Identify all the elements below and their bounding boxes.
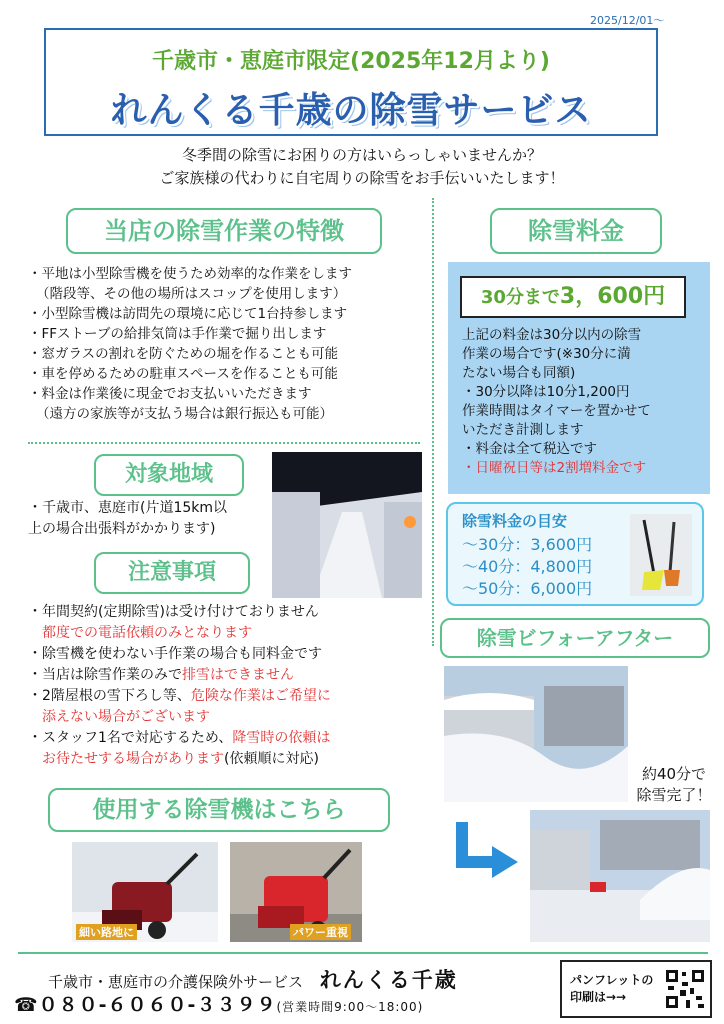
area-photo: [272, 452, 422, 598]
area-line-1: ・千歳市、恵庭市(片道15km以: [28, 500, 228, 516]
area-heading: 対象地域: [94, 454, 244, 496]
before-snow-image: [444, 666, 628, 802]
header-subtitle: 千歳市・恵庭市限定(2025年12月より): [152, 49, 550, 74]
note-text: ・2階屋根の雪下ろし等、: [28, 688, 191, 704]
note-text: (依頼順に対応): [224, 751, 319, 767]
list-item: [28, 749, 331, 770]
small-machine-label: 細い路地に: [76, 924, 137, 940]
price-guide-list: [462, 534, 592, 600]
pamphlet-line-2: 印刷は→→: [570, 990, 627, 1004]
large-machine-label: パワー重視: [290, 924, 351, 940]
service-text: 千歳市・恵庭市の介護保険外サービス: [48, 973, 304, 991]
pamphlet-box: [560, 960, 712, 1018]
after-snow-image: [530, 810, 710, 942]
list-item: ～40分：4,800円: [462, 557, 593, 576]
column-divider: [432, 198, 434, 646]
small-machine-photo: [72, 842, 218, 942]
features-list: [28, 264, 352, 424]
beforeafter-caption: [636, 764, 712, 806]
issue-date: 2025/12/01～: [590, 14, 665, 27]
section-divider: [28, 442, 420, 444]
pamphlet-line-1: パンフレットの: [570, 973, 654, 987]
pricing-line: 作業の場合です(※30分に満: [462, 346, 631, 362]
snow-road-night-image: [272, 452, 422, 598]
qr-code-graphic: [664, 968, 706, 1010]
list-item: ・小型除雪機は訪問先の環境に応じて1台持参します: [28, 306, 348, 322]
intro-text: [0, 144, 724, 190]
pricing-line: 上記の料金は30分以内の除雪: [462, 327, 642, 343]
brand-name: れんくる千歳: [319, 968, 458, 992]
pricing-line: いただき計測します: [462, 422, 584, 438]
list-item: ～30分：3,600円: [462, 535, 593, 554]
list-item: ・FFストーブの給排気筒は手作業で掘り出します: [28, 326, 327, 342]
qr-code-icon[interactable]: [664, 968, 706, 1010]
list-item: ～50分：6,000円: [462, 579, 593, 598]
pamphlet-text: [570, 972, 653, 1006]
area-line-2: 上の場合出張料がかかります): [28, 521, 216, 537]
list-item: ・車を停めるための駐車スペースを作ることも可能: [28, 366, 338, 382]
beforeafter-heading: 除雪ビフォーアフター: [440, 618, 710, 658]
phone-number[interactable]: ☎０８０-６０６０-３３９９: [14, 994, 277, 1016]
list-item: （遠方の家族等が支払う場合は銀行振込も可能）: [36, 406, 333, 422]
list-item: 添えない場合がございます: [42, 709, 210, 725]
note-text: ・当店は除雪作業のみで: [28, 667, 182, 683]
list-item: [28, 665, 331, 686]
list-item: ・平地は小型除雪機を使うため効率的な作業をします: [28, 266, 352, 282]
list-item: ・窓ガラスの割れを防ぐための堀を作ることも可能: [28, 346, 339, 362]
note-text-red: 降雪時の依頼は: [232, 730, 331, 746]
note-text: ・スタッフ1名で対応するため、: [28, 730, 233, 746]
title-box: [44, 28, 658, 136]
list-item: ・除雪機を使わない手作業の場合も同料金です: [28, 646, 322, 662]
list-item: ・料金は作業後に現金でお支払いいただきます: [28, 386, 312, 402]
holiday-note: ・日曜祝日等は2割増料金です: [462, 460, 647, 476]
page-title: れんくる千歳の除雪サービス: [110, 90, 592, 131]
turn-right-arrow-icon: [452, 818, 522, 888]
footer-phone: [14, 990, 423, 1017]
list-item: [28, 686, 331, 707]
after-photo: [530, 810, 710, 942]
area-text: [28, 498, 227, 540]
pricing-line: ・30分以降は10分1,200円: [462, 384, 630, 400]
intro-line-1: 冬季間の除雪にお困りの方はいらっしゃいませんか？: [181, 146, 542, 164]
machines-heading: 使用する除雪機はこちら: [48, 788, 390, 832]
list-item: ・年間契約(定期除雪)は受け付けておりません: [28, 604, 319, 620]
note-text-red: お待たせする場合があります: [42, 751, 224, 767]
price-unit: 30分まで: [480, 287, 560, 308]
price-guide-heading: 除雪料金の目安: [462, 512, 568, 530]
list-item: [28, 728, 331, 749]
pricing-line: 作業時間はタイマーを置かせて: [462, 403, 651, 419]
pricing-line: たない場合も同額): [462, 365, 576, 381]
caption-line-1: 約40分で: [641, 765, 707, 783]
note-text-red: 排雪はできません: [182, 667, 294, 683]
price-main: [460, 276, 686, 318]
arrow-icon: [452, 818, 522, 888]
features-heading: 当店の除雪作業の特徴: [66, 208, 382, 254]
notes-list: [28, 602, 331, 770]
price-guide-box: [446, 502, 704, 606]
snow-shovel-image: [630, 514, 692, 596]
footer-divider: [18, 952, 708, 954]
pricing-details: [462, 326, 706, 478]
notes-heading: 注意事項: [94, 552, 250, 594]
intro-line-2: ご家族様の代わりに自宅周りの除雪をお手伝いいたします！: [159, 169, 565, 187]
before-photo: [444, 666, 628, 802]
shovel-photo: [630, 514, 692, 596]
pricing-heading: 除雪料金: [490, 208, 662, 254]
business-hours: (営業時間9:00～18:00): [276, 1000, 424, 1014]
price-value: 3，600円: [559, 284, 666, 309]
list-item: 都度での電話依頼のみとなります: [42, 625, 252, 641]
list-item: （階段等、その他の場所はスコップを使用します）: [36, 286, 347, 302]
pricing-line: ・料金は全て税込です: [462, 441, 597, 457]
large-machine-photo: [230, 842, 362, 942]
note-text-red: 危険な作業はご希望に: [190, 688, 331, 704]
caption-line-2: 除雪完了！: [636, 786, 712, 804]
